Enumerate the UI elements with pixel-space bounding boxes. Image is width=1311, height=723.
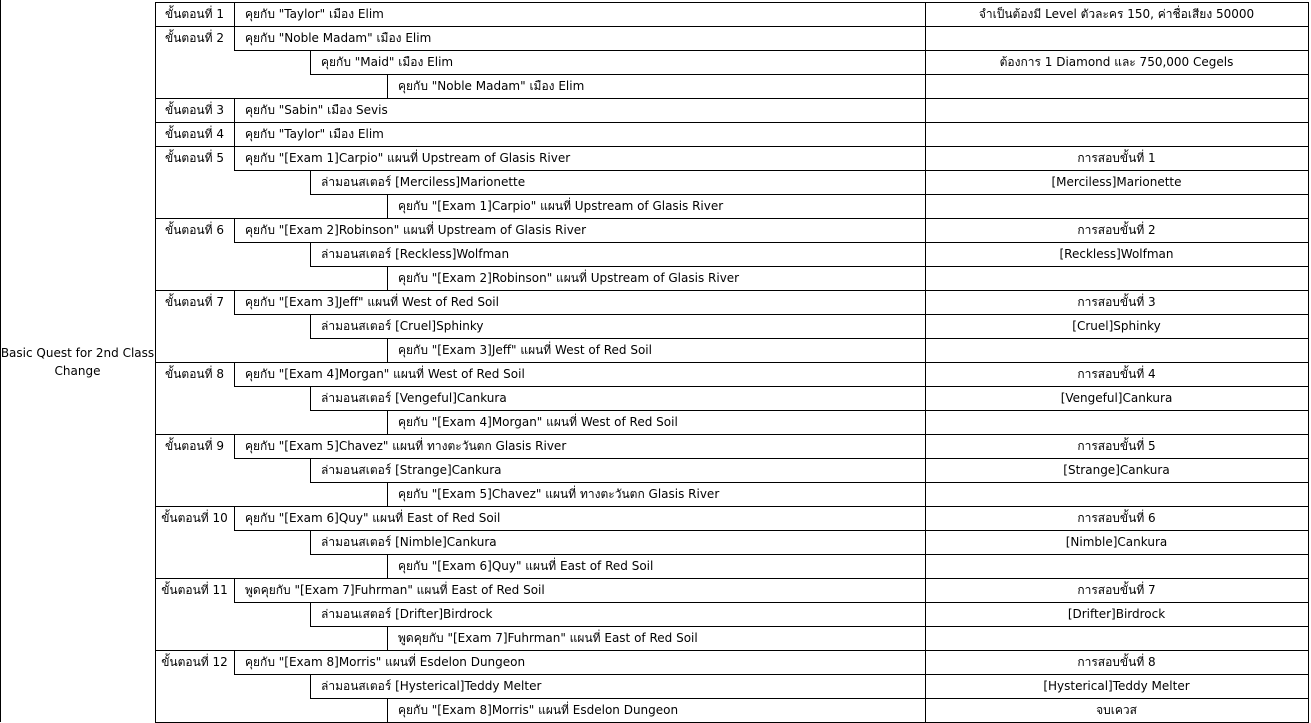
grid-note-row-line (925, 482, 1309, 483)
step-label: ขั้นตอนที่ 2 (165, 31, 224, 45)
grid-indent-line (310, 386, 311, 410)
grid-indent-line (387, 194, 388, 218)
grid-indent-line (234, 122, 235, 146)
grid-note-row-line (925, 266, 1309, 267)
step-label: ขั้นตอนที่ 11 (161, 583, 228, 597)
grid-indent-line (387, 482, 388, 506)
grid-indent-line (387, 626, 388, 650)
note-text: [Hysterical]Teddy Melter (1043, 679, 1190, 693)
task-text: ล่ามอนสเตอร์ [Merciless]Marionette (321, 175, 526, 189)
grid-indent-line (234, 218, 235, 242)
grid-note-row-line (925, 410, 1309, 411)
step-label: ขั้นตอนที่ 8 (165, 367, 224, 381)
step-label: ขั้นตอนที่ 3 (165, 103, 224, 117)
task-text: คุยกับ "[Exam 5]Chavez" แผนที่ ทางตะวันตก Glasis River (245, 439, 567, 453)
note-text: การสอบขั้นที่ 1 (1077, 151, 1156, 165)
step-label: ขั้นตอนที่ 1 (165, 7, 224, 21)
grid-indent-line (387, 266, 388, 290)
task-text: พูดคุยกับ "[Exam 7]Fuhrman" แผนที่ East of Red Soil (398, 631, 698, 645)
task-text: คุยกับ "Sabin" เมือง Sevis (245, 103, 388, 117)
step-label: ขั้นตอนที่ 6 (165, 223, 224, 237)
grid-indent-line (234, 290, 235, 314)
grid-note-row-line (925, 26, 1309, 27)
note-text: [Strange]Cankura (1063, 463, 1170, 477)
grid-indent-line (310, 602, 311, 626)
note-text: การสอบขั้นที่ 4 (1077, 367, 1156, 381)
task-text: ล่ามอนเสตอร์ [Drifter]Birdrock (321, 607, 493, 621)
grid-indent-line (234, 98, 235, 122)
grid-indent-line (234, 506, 235, 530)
note-text: การสอบขั้นที่ 7 (1077, 583, 1156, 597)
note-text: จบเควส (1096, 703, 1137, 717)
grid-note-row-line (925, 98, 1309, 99)
task-text: คุยกับ "[Exam 3]Jeff" แผนที่ West of Red Soil (398, 343, 652, 357)
note-text: [Cruel]Sphinky (1072, 319, 1161, 333)
grid-indent-line (310, 50, 311, 74)
note-text: ต้องการ 1 Diamond และ 750,000 Cegels (999, 55, 1234, 69)
grid-indent-line (310, 530, 311, 554)
grid-indent-line (387, 554, 388, 578)
task-text: ล่ามอนสเตอร์ [Nimble]Cankura (321, 535, 497, 549)
task-text: คุยกับ "Taylor" เมือง Elim (245, 7, 384, 21)
grid-indent-line (387, 338, 388, 362)
grid-indent-line (234, 26, 235, 50)
note-text: [Reckless]Wolfman (1059, 247, 1174, 261)
task-text: คุยกับ "[Exam 8]Morris" แผนที่ Esdelon Dungeon (398, 703, 679, 717)
quest-title: Basic Quest for 2nd Class Change (0, 346, 155, 378)
task-text: คุยกับ "[Exam 2]Robinson" แผนที่ Upstream of Glasis River (398, 271, 740, 285)
grid-indent-line (310, 242, 311, 266)
note-text: การสอบขั้นที่ 6 (1077, 511, 1156, 525)
note-text: จำเป็นต้องมี Level ตัวละคร 150, ค่าชื่อเสียง 50000 (978, 7, 1255, 21)
note-text: การสอบขั้นที่ 5 (1077, 439, 1156, 453)
task-text: คุยกับ "Taylor" เมือง Elim (245, 127, 384, 141)
note-text: [Drifter]Birdrock (1067, 607, 1166, 621)
grid-indent-line (234, 434, 235, 458)
note-text: [Nimble]Cankura (1065, 535, 1168, 549)
grid-indent-line (310, 674, 311, 698)
grid-indent-line (234, 146, 235, 170)
grid-indent-line (234, 578, 235, 602)
task-text: คุยกับ "[Exam 3]Jeff" แผนที่ West of Red Soil (245, 295, 499, 309)
note-text: [Vengeful]Cankura (1060, 391, 1173, 405)
task-text: คุยกับ "Maid" เมือง Elim (321, 55, 454, 69)
grid-note-row-line (925, 626, 1309, 627)
grid-note-row-line (925, 122, 1309, 123)
grid-indent-line (387, 410, 388, 434)
grid-indent-line (310, 458, 311, 482)
task-text: คุยกับ "Noble Madam" เมือง Elim (398, 79, 585, 93)
step-label: ขั้นตอนที่ 7 (165, 295, 224, 309)
task-text: ล่ามอนสเตอร์ [Cruel]Sphinky (321, 319, 484, 333)
task-text: คุยกับ "[Exam 8]Morris" แผนที่ Esdelon Dungeon (245, 655, 526, 669)
step-label: ขั้นตอนที่ 9 (165, 439, 224, 453)
grid-indent-line (310, 314, 311, 338)
task-text: คุยกับ "[Exam 4]Morgan" แผนที่ West of Red Soil (398, 415, 678, 429)
step-label: ขั้นตอนที่ 12 (161, 655, 228, 669)
task-text: คุยกับ "[Exam 4]Morgan" แผนที่ West of Red Soil (245, 367, 525, 381)
step-label: ขั้นตอนที่ 5 (165, 151, 224, 165)
grid-indent-line (387, 74, 388, 98)
task-text: คุยกับ "Noble Madam" เมือง Elim (245, 31, 432, 45)
task-text: พูดคุยกับ "[Exam 7]Fuhrman" แผนที่ East of Red Soil (245, 583, 545, 597)
grid-indent-line (234, 362, 235, 386)
note-text: การสอบขั้นที่ 3 (1077, 295, 1156, 309)
grid-note-row-line (925, 554, 1309, 555)
grid-indent-line (310, 170, 311, 194)
task-text: คุยกับ "[Exam 6]Quy" แผนที่ East of Red Soil (398, 559, 654, 573)
task-text: คุยกับ "[Exam 6]Quy" แผนที่ East of Red Soil (245, 511, 501, 525)
task-text: ล่ามอนสเตอร์ [Strange]Cankura (321, 463, 502, 477)
task-text: คุยกับ "[Exam 1]Carpio" แผนที่ Upstream of Glasis River (398, 199, 724, 213)
grid-note-row-line (925, 338, 1309, 339)
grid-note-row-line (925, 194, 1309, 195)
note-text: การสอบขั้นที่ 2 (1077, 223, 1156, 237)
note-text: [Merciless]Marionette (1051, 175, 1182, 189)
task-text: คุยกับ "[Exam 5]Chavez" แผนที่ ทางตะวันตก Glasis River (398, 487, 720, 501)
task-text: ล่ามอนสเตอร์ [Vengeful]Cankura (321, 391, 507, 405)
task-text: ล่ามอนสเตอร์ [Hysterical]Teddy Melter (321, 679, 542, 693)
task-text: คุยกับ "[Exam 1]Carpio" แผนที่ Upstream of Glasis River (245, 151, 571, 165)
step-label: ขั้นตอนที่ 10 (161, 511, 228, 525)
grid-left-border (0, 0, 1, 722)
grid-note-row-line (925, 74, 1309, 75)
grid-indent-line (234, 650, 235, 674)
grid-indent-line (234, 2, 235, 26)
step-label: ขั้นตอนที่ 4 (165, 127, 224, 141)
task-text: ล่ามอนสเตอร์ [Reckless]Wolfman (321, 247, 510, 261)
note-text: การสอบขั้นที่ 8 (1077, 655, 1156, 669)
task-text: คุยกับ "[Exam 2]Robinson" แผนที่ Upstream of Glasis River (245, 223, 587, 237)
grid-indent-line (387, 698, 388, 722)
